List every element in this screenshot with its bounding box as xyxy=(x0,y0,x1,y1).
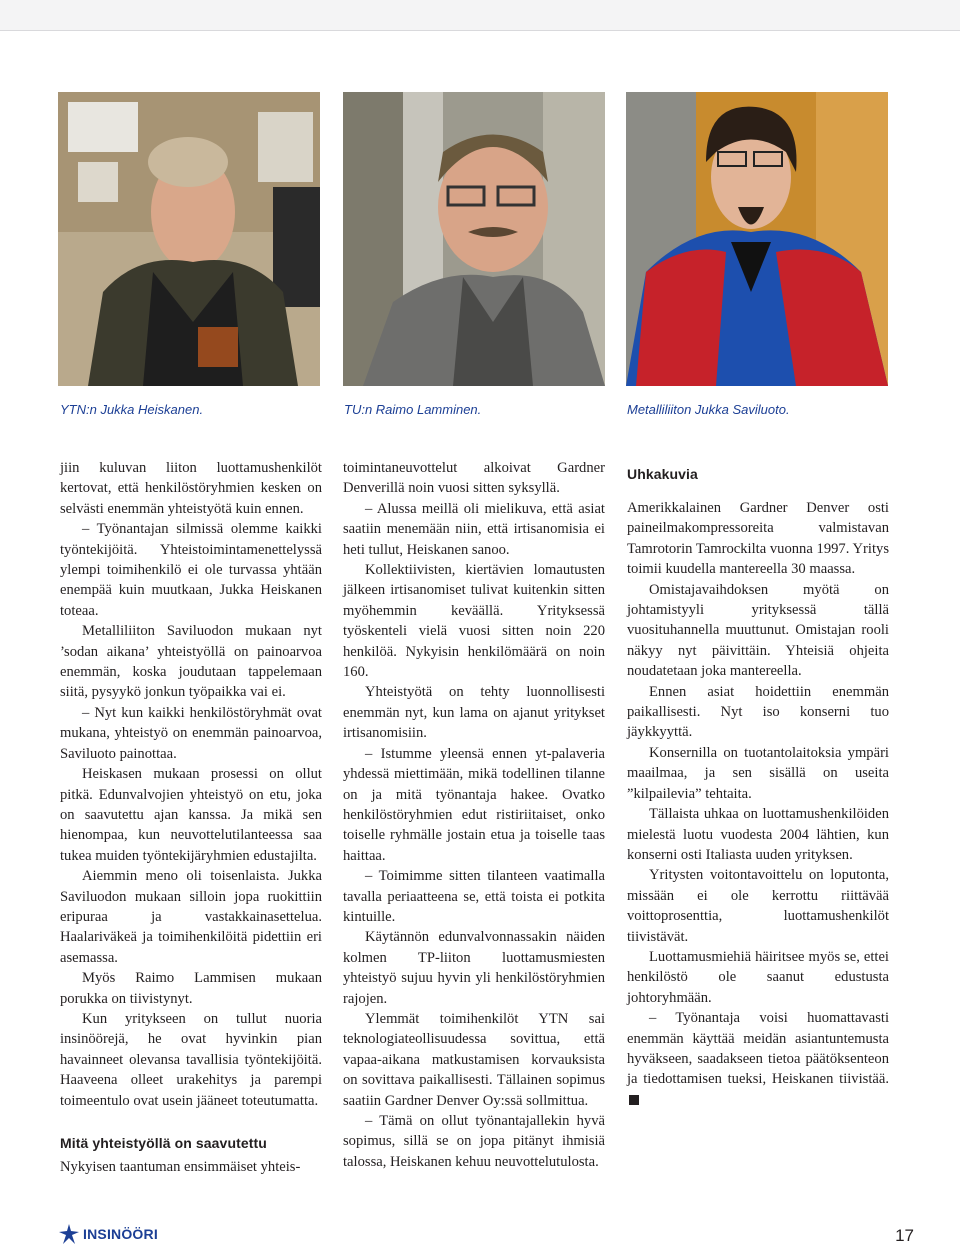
paragraph: Myös Raimo Lammisen mukaan porukka on tiivistynyt. xyxy=(60,970,322,1007)
paragraph-text: – Työnantaja voisi huomattavasti enemmän käyttää meidän asiantuntemusta hyväkseen, saadakseen tietoa päätöksenteon ja tiedottamisen tueksi, Heiskanen tiivistää. xyxy=(627,1010,889,1088)
paragraph: – Toimimme sitten tilanteen vaatimalla tavalla periaatteena se, että toista ei potkita kintuille. xyxy=(343,868,605,925)
paragraph-last xyxy=(627,1008,889,1110)
paragraph: Ennen asiat hoidettiin enemmän paikallisesti. Nyt iso konserni tuo jäykkyyttä. xyxy=(627,683,889,741)
paragraph: Ylemmät toimihenkilöt YTN sai teknologiateollisuudessa sovittua, että vapaa-aikana matkustamisen korvauksista on sovittava paikallisesti. Tällainen sopimus saatiin Gardner Denver Oy:ssä sollmittua. xyxy=(343,1010,605,1109)
paragraph: – Istumme yleensä ennen yt-palaveria yhdessä miettimään, mikä todellinen tilanne on ja mitä työnantaja hakee. Ovatko henkilöstöryhmien edut ristiriitaiset, onko toiselle ryhmälle jostain etua ja toiselle taas haittaa. xyxy=(343,745,605,864)
insinoori-logo xyxy=(58,1222,158,1246)
photo-1-illustration xyxy=(58,92,320,386)
section-heading: Uhkakuvia xyxy=(627,466,698,482)
photo-caption: Metalliliiton Jukka Saviluoto. xyxy=(627,402,790,417)
paragraph: – Nyt kun kaikki henkilöstöryhmät ovat mukana, yhteistyö on enemmän painoarvoa, Saviluoto painottaa. xyxy=(60,704,322,762)
paragraph: toimintaneuvottelut alkoivat Gardner Denverillä noin vuosi sitten syksyllä. xyxy=(343,460,605,497)
paragraph: jiin kuluvan liiton luottamushenkilöt kertovat, että henkilöstöryhmien kesken on selvästi enemmän yhteistyötä kuin ennen. xyxy=(60,460,322,517)
paragraph: Metalliliiton Saviluodon mukaan nyt ’sodan aikana’ yhteistyöllä on painoarvoa enemmän, koska joudutaan tappelemaan siitä, pysyykö jonkun työpaikka vai ei. xyxy=(60,623,322,701)
paragraph: Yhteistyötä on tehty luonnollisesti enemmän nyt, kun lama on ajanut yritykset irtisanomisiin. xyxy=(343,684,605,742)
paragraph: Käytännön edunvalvonnassakin näiden kolmen TP-liiton luottamusmiesten yhteistyö sujuu hyvin yli henkilöstöryhmien rajojen. xyxy=(343,929,605,1007)
photo-3-illustration xyxy=(626,92,888,386)
paragraph: Kun yritykseen on tullut nuoria insinöörejä, he ovat hyvinkin pian havainneet olevansa tavallisia työntekijöitä. Haaveena olleet urakehitys ja parempi toimeentulo ovat usein jääneet toteutumatta. xyxy=(60,1010,322,1109)
paragraph: Heiskasen mukaan prosessi on ollut pitkä. Edunvalvojien yhteistyö on etu, joka on saavutettu ajan kanssa. Ja mikä sen hienompaa, kun neuvottelutilanteessa saa tukea muiden työntekijäryhmien edustajilta. xyxy=(60,766,322,864)
paragraph: Luottamusmiehiä häiritsee myös se, ettei henkilöstö ole saanut edustusta johtoryhmään. xyxy=(627,948,889,1006)
paragraph: Kollektiivisten, kiertävien lomautusten jälkeen irtisanomiset tulivat kuitenkin sitten myöhemmin keväällä. Yrityksessä työskenteli vielä vuosi sitten noin 220 henkilöä. Nykyisin henkilömäärä on noin 160. xyxy=(343,562,605,681)
end-of-article-square-icon xyxy=(629,1095,639,1105)
paragraph: – Tämä on ollut työnantajallekin hyvä sopimus, sillä se on jopa pitänyt ihmisiä talossa, Heiskanen kehuu neuvottelutulosta. xyxy=(343,1113,605,1170)
paragraph: Amerikkalainen Gardner Denver osti paineilmakompressoreita valmistavan Tamrotorin Tamrockilta vuonna 1997. Yritys toimii kuudella mantereella 30 maassa. xyxy=(627,500,889,578)
page-number: 17 xyxy=(895,1226,914,1245)
paragraph: Konsernilla on tuotantolaitoksia ympäri maailmaa, ja sen sisällä on useita ”kilpailevia” tehtaita. xyxy=(627,744,889,802)
article-column-2 xyxy=(343,458,605,1172)
paragraph: – Alussa meillä oli mielikuva, että asiat saatiin menemään niin, että irtisanomisia ei heti tullut, Heiskanen sanoo. xyxy=(343,500,605,558)
insinoori-logo-icon xyxy=(58,1223,80,1245)
brand-name: INSINÖÖRI xyxy=(83,1226,158,1242)
photo-jukka-saviluoto xyxy=(626,92,888,386)
viewer-top-bar xyxy=(0,0,960,31)
paragraph: Omistajavaihdoksen myötä on johtamistyyli yrityksessä tällä vuosituhannella muuttunut. Omistajan rooli näkyy nyt päivittäin. Yhteisiä ohjeita noudatetaan joka mantereella. xyxy=(627,581,889,680)
photo-raimo-lamminen xyxy=(343,92,605,386)
photo-2-illustration xyxy=(343,92,605,386)
photo-caption: TU:n Raimo Lamminen. xyxy=(344,402,482,417)
section-heading: Mitä yhteistyöllä on saavutettu xyxy=(60,1135,267,1151)
paragraph: – Työnantajan silmissä olemme kaikki työntekijöitä. Yhteistoimintamenettelyssä ylempi toimihenkilö ei ole turvassa yhtään enempää kuin muutkaan, Jukka Heiskanen toteaa. xyxy=(60,521,322,619)
photo-caption: YTN:n Jukka Heiskanen. xyxy=(60,402,204,417)
paragraph: Nykyisen taantuman ensimmäiset yhteis- xyxy=(60,1159,301,1175)
paragraph: Yritysten voitontavoittelu on loputonta, missään ei ole kerrottu riittävää voittoprosenttia, luottamushenkilöt tiivistävät. xyxy=(627,867,889,945)
paragraph: Aiemmin meno oli toisenlaista. Jukka Saviluodon mukaan silloin jopa ruokittiin eripuraa ja vastakkainasettelua. Haalariväkeä ja toimihenkilöitä pidettiin eri asemassa. xyxy=(60,868,322,966)
article-column-3 xyxy=(627,464,889,1110)
article-column-1 xyxy=(60,458,322,1177)
paragraph: Tällaista uhkaa on luottamushenkilöiden mielestä luotu vuodesta 2004 lähtien, kun konserni osti Italiasta uuden yrityksen. xyxy=(627,806,889,863)
photo-jukka-heiskanen xyxy=(58,92,320,386)
